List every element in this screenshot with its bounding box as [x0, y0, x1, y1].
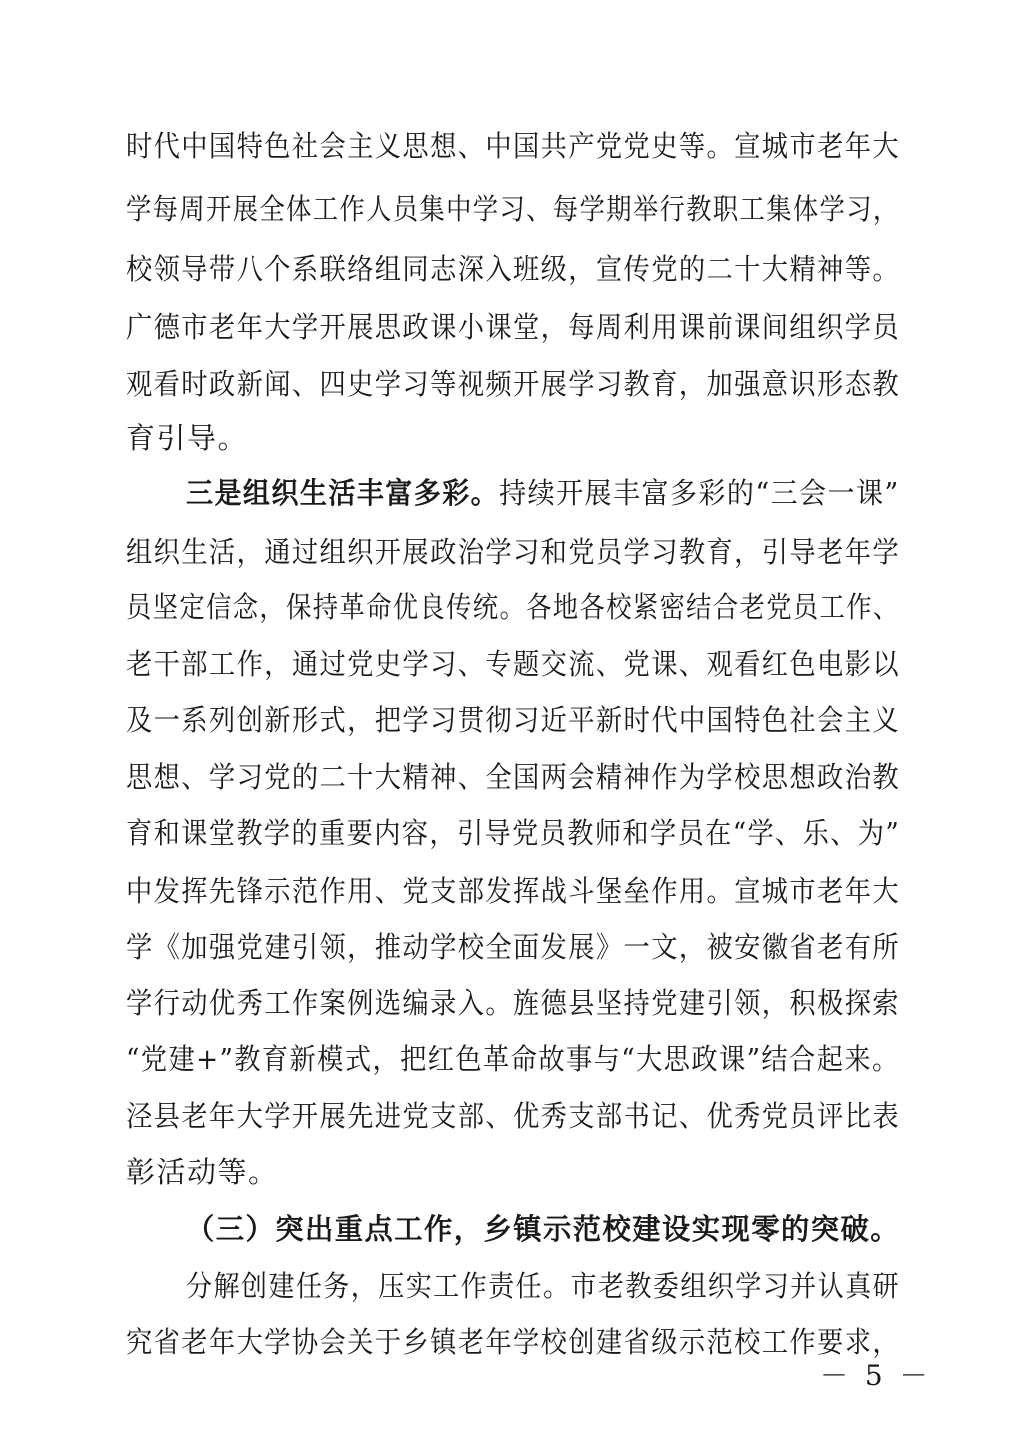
body-text-line: 员坚定信念，保持革命优良传统。各地各校紧密结合老党员工作、 — [126, 590, 900, 624]
body-text-line: 中发挥先锋示范作用、党支部发挥战斗堡垒作用。宣城市老年大 — [126, 874, 900, 908]
body-text-line: 彰活动等。 — [126, 1155, 279, 1189]
body-text-line: 组织生活，通过组织开展政治学习和党员学习教育，引导老年学 — [126, 535, 900, 569]
body-text-line: 校领导带八个系联络组同志深入班级，宣传党的二十大精神等。 — [126, 252, 900, 286]
body-text-line: 及一系列创新形式，把学习贯彻习近平新时代中国特色社会主义 — [126, 703, 900, 737]
body-text-line: 老干部工作，通过党史学习、专题交流、党课、观看红色电影以 — [126, 647, 900, 681]
body-text-line: 育引导。 — [126, 421, 249, 455]
body-text-line: 广德市老年大学开展思政课小课堂，每周利用课前课间组织学员 — [126, 310, 900, 344]
paragraph-lead-heading: 三是组织生活丰富多彩。 — [186, 476, 500, 510]
body-text-line: 学每周开展全体工作人员集中学习、每学期举行教职工集体学习， — [126, 192, 900, 226]
section-heading: （三）突出重点工作，乡镇示范校建设实现零的突破。 — [186, 1212, 901, 1246]
body-text-line: 思想、学习党的二十大精神、全国两会精神作为学校思想政治教 — [126, 760, 900, 794]
paragraph-lead-text: 持续开展丰富多彩的“三会一课” — [499, 476, 900, 510]
page-number: － 5 － — [820, 1359, 932, 1392]
body-text-line: 育和课堂教学的重要内容，引导党员教师和学员在“学、乐、为” — [126, 816, 901, 850]
body-text-line: 泾县老年大学开展先进党支部、优秀支部书记、优秀党员评比表 — [126, 1099, 900, 1133]
body-text-line: 究省老年大学协会关于乡镇老年学校创建省级示范校工作要求， — [126, 1325, 900, 1359]
body-text-line: 学《加强党建引领，推动学校全面发展》一文，被安徽省老有所 — [126, 930, 900, 964]
body-text-line: 观看时政新闻、四史学习等视频开展学习教育，加强意识形态教 — [126, 367, 900, 401]
paragraph-lead-line — [186, 473, 900, 513]
body-text-line: “党建+”教育新模式，把红色革命故事与“大思政课”结合起来。 — [126, 1042, 900, 1076]
body-text-line: 时代中国特色社会主义思想、中国共产党党史等。宣城市老年大 — [126, 129, 900, 163]
body-text-line: 分解创建任务，压实工作责任。市老教委组织学习并认真研 — [186, 1269, 901, 1303]
body-text-line: 学行动优秀工作案例选编录入。旌德县坚持党建引领，积极探索 — [126, 986, 900, 1020]
